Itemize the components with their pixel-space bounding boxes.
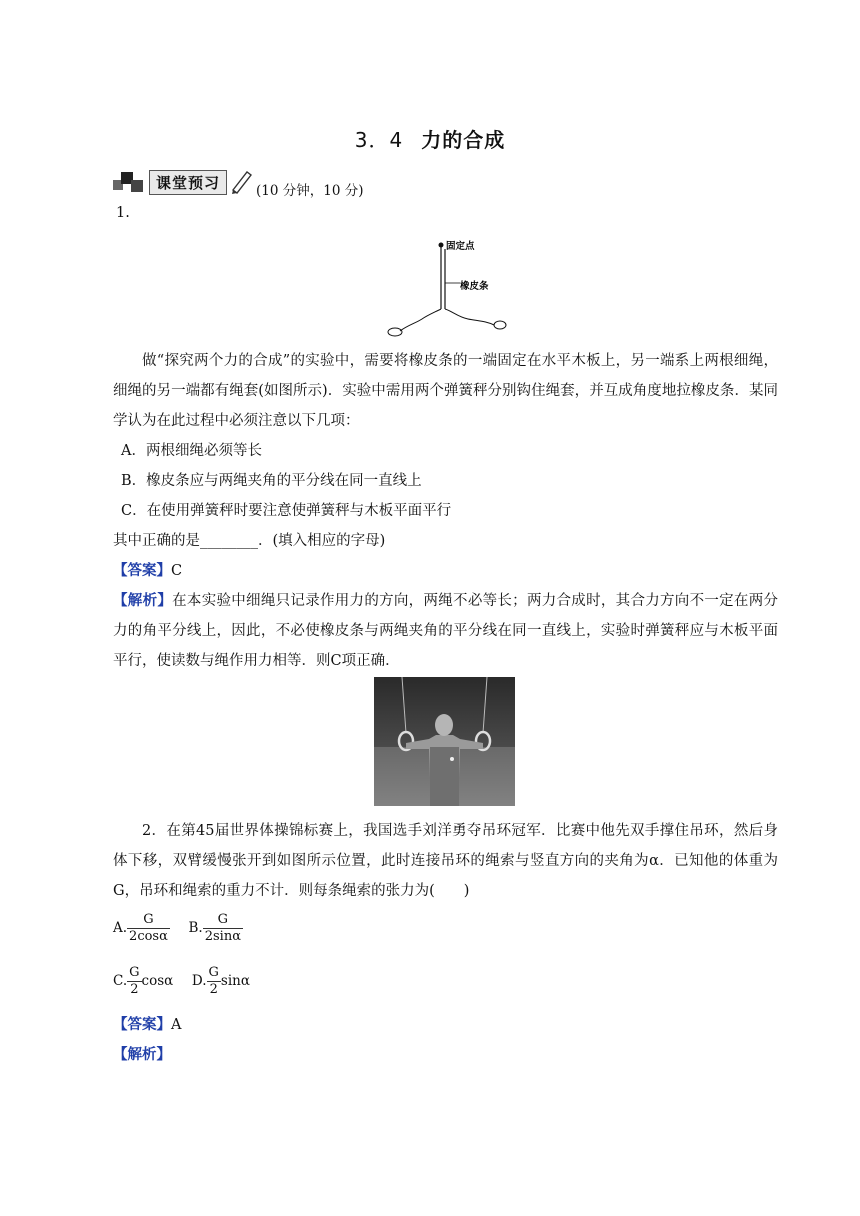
section-number: 3．4 xyxy=(354,128,404,152)
q2-analysis xyxy=(113,1040,181,1070)
analysis-tag: 【解析】 xyxy=(113,1046,171,1063)
denominator: 2cosα xyxy=(129,929,168,944)
numerator: G xyxy=(203,912,243,929)
denominator: 2 xyxy=(209,982,218,997)
analysis-tag: 【解析】 xyxy=(113,592,173,609)
option-label: D. xyxy=(191,973,207,989)
option-label: C. xyxy=(113,973,128,989)
gymnast-photo xyxy=(374,677,515,806)
q2-option-row-1 xyxy=(113,912,243,952)
denominator: 2sinα xyxy=(204,929,241,944)
q2-answer xyxy=(113,1010,181,1040)
option-tail: sinα xyxy=(220,973,250,989)
q2-option-row-2 xyxy=(113,965,250,1005)
denominator: 2 xyxy=(130,982,139,997)
q2-answer-block xyxy=(113,1010,181,1070)
q1-options xyxy=(113,436,451,586)
q1-option-c: C．在使用弹簧秤时要注意使弹簧秤与木板平面平行 xyxy=(121,503,452,519)
numerator: G xyxy=(129,965,140,980)
q2-stem: 2．在第45届世界体操锦标赛上，我国选手刘洋勇夺吊环冠军．比赛中他先双手撑住吊环，然后身体下移，双臂缓慢张开到如图所示位置，此时连接吊环的绳索与竖直方向的夹角为α．已知他的体重为G，吊环和绳索的重力不计．则每条绳索的张力为( ) xyxy=(113,823,778,899)
q2-option-a xyxy=(113,912,170,945)
rubber-band-label: 橡皮条 xyxy=(460,281,489,292)
preview-banner xyxy=(113,166,253,196)
answer-value: A xyxy=(171,1017,182,1033)
q1-stem: 做“探究两个力的合成”的实验中，需要将橡皮条的一端固定在水平木板上，另一端系上两根细绳，细绳的另一端都有绳套(如图所示)．实验中需用两个弹簧秤分别钩住绳套，并互成角度地拉橡皮条．某同学认为在此过程中必须注意以下几项： xyxy=(113,353,778,429)
fraction xyxy=(127,965,141,998)
numerator: G xyxy=(127,912,170,929)
q1-number: 1. xyxy=(116,205,130,221)
q1-analysis xyxy=(113,586,778,676)
fraction xyxy=(207,965,221,998)
pencil-icon xyxy=(229,168,253,194)
answer-value: C xyxy=(171,563,183,579)
time-note: (10 分钟，10 分) xyxy=(256,183,364,199)
banner-label: 课堂预习 xyxy=(149,170,227,195)
fraction xyxy=(203,912,243,945)
answer-tag: 【答案】 xyxy=(113,1016,171,1033)
banner-square-icon xyxy=(131,180,143,192)
q1-option-a: A．两根细绳必须等长 xyxy=(121,443,262,459)
fixed-point-label: 固定点 xyxy=(446,241,475,252)
analysis-text: 在本实验中细绳只记录作用力的方向，两绳不必等长；两力合成时，其合力方向不一定在两分力的角平分线上，因此，不必使橡皮条与两绳夹角的平分线在同一直线上，实验时弹簧秤应与木板平面平行，使读数与绳作用力相等．则C项正确． xyxy=(113,593,779,669)
section-title: 力的合成 xyxy=(421,128,506,152)
q1-answer xyxy=(113,556,451,586)
q2-option-b xyxy=(189,912,243,945)
rubber-band-figure xyxy=(378,237,518,341)
q2-option-d xyxy=(192,965,250,998)
option-label: A. xyxy=(113,920,128,936)
q1-fill-blank: 其中正确的是________．(填入相应的字母) xyxy=(113,533,386,549)
answer-tag: 【答案】 xyxy=(113,562,171,579)
option-label: B. xyxy=(188,920,203,936)
numerator: G xyxy=(208,965,219,980)
page-title xyxy=(0,124,860,153)
fraction xyxy=(127,912,170,945)
option-tail: cosα xyxy=(141,973,174,989)
q1-option-b: B．橡皮条应与两绳夹角的平分线在同一直线上 xyxy=(121,473,422,489)
q2-option-c xyxy=(113,965,173,998)
